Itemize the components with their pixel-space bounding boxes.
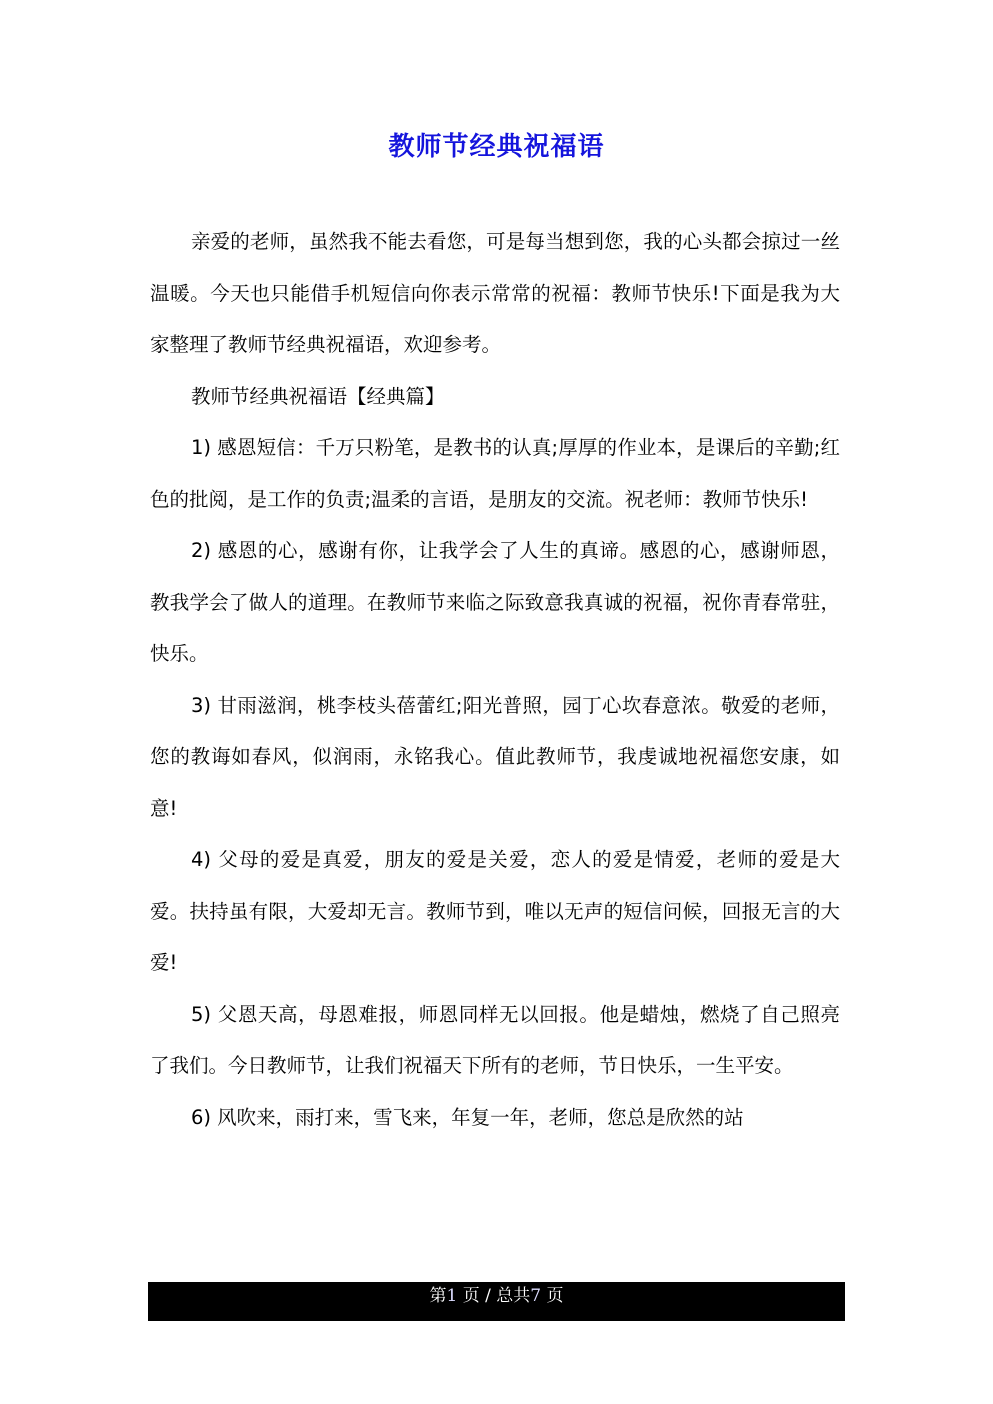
total-pages-number: 7: [530, 1286, 542, 1306]
section-heading: 教师节经典祝福语【经典篇】: [190, 384, 445, 408]
page-indicator: [148, 1284, 845, 1308]
current-page-number: 1: [446, 1286, 458, 1306]
page-prefix: 第: [429, 1286, 447, 1306]
page-separator: 页 / 总共: [457, 1286, 531, 1306]
page-suffix: 页: [541, 1286, 564, 1306]
document-title: 教师节经典祝福语: [388, 132, 605, 162]
greeting-item-1: 1) 感恩短信：千万只粉笔，是教书的认真;厚厚的作业本，是课后的辛勤;红色的批阅，是工作的负责;温柔的言语，是朋友的交流。祝老师：教师节快乐!: [150, 436, 840, 511]
page-footer-bar: [148, 1282, 845, 1321]
greeting-item-3: 3) 甘雨滋润，桃李枝头蓓蕾红;阳光普照，园丁心坎春意浓。敬爱的老师，您的教诲如春风，似润雨，永铭我心。值此教师节，我虔诚地祝福您安康，如意!: [150, 693, 840, 820]
intro-paragraph: 亲爱的老师，虽然我不能去看您，可是每当想到您，我的心头都会掠过一丝温暖。今天也只能借手机短信向你表示常常的祝福：教师节快乐!下面是我为大家整理了教师节经典祝福语，欢迎参考。: [150, 230, 840, 356]
greeting-item-6: 6) 风吹来，雨打来，雪飞来，年复一年，老师，您总是欣然的站: [190, 1105, 744, 1129]
greeting-item-4: 4) 父母的爱是真爱，朋友的爱是关爱，恋人的爱是情爱，老师的爱是大爱。扶持虽有限，大爱却无言。教师节到，唯以无声的短信问候，回报无言的大爱!: [150, 848, 840, 974]
document-body: [150, 216, 840, 1143]
greeting-item-2: 2) 感恩的心，感谢有你，让我学会了人生的真谛。感恩的心，感谢师恩，教我学会了做人的道理。在教师节来临之际致意我真诚的祝福，祝你青春常驻，快乐。: [150, 539, 840, 665]
greeting-item-5: 5) 父恩天高，母恩难报，师恩同样无以回报。他是蜡烛，燃烧了自己照亮了我们。今日教师节，让我们祝福天下所有的老师，节日快乐，一生平安。: [150, 1002, 840, 1077]
